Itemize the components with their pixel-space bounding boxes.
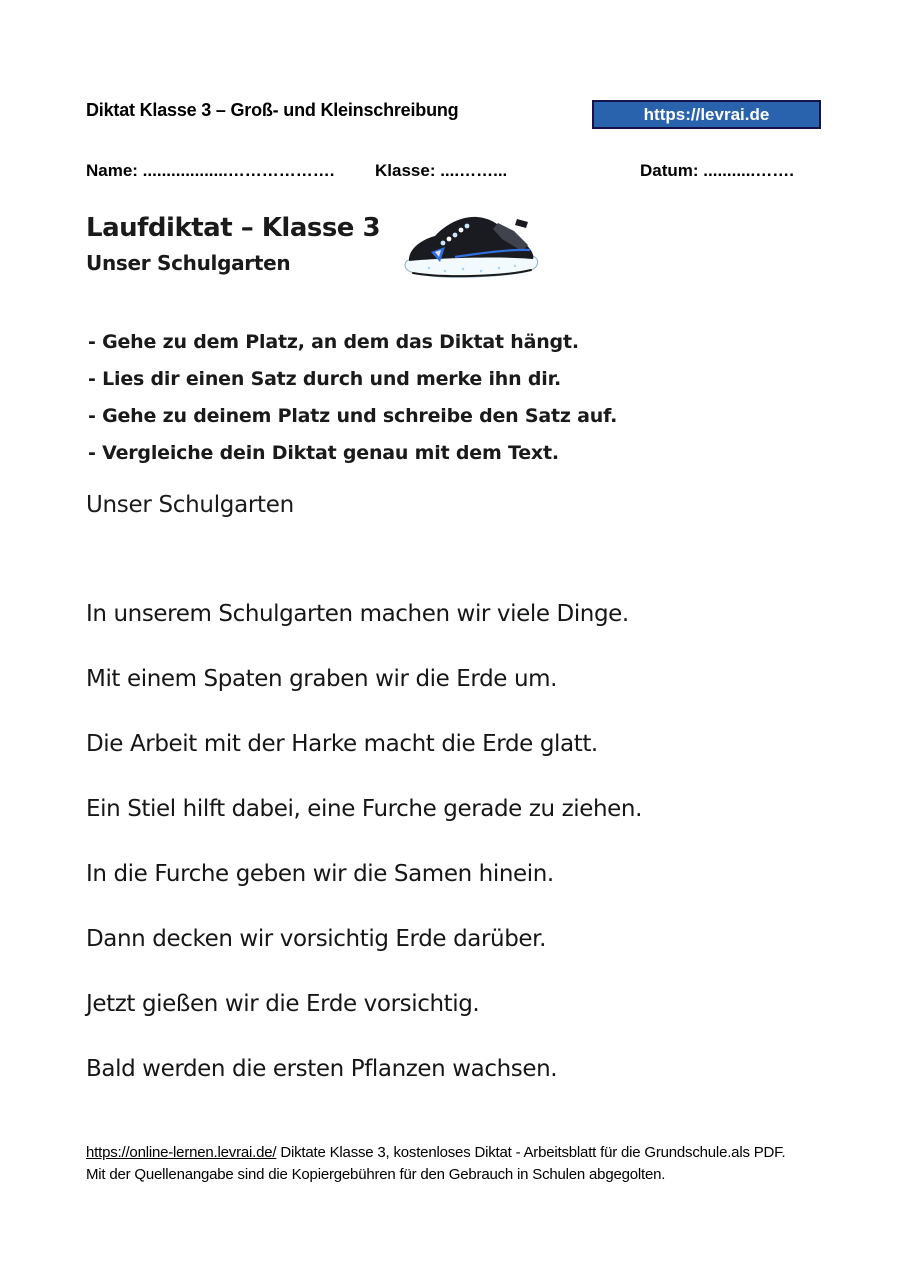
instruction-item: - Lies dir einen Satz durch und merke ihn dir. (88, 368, 562, 390)
klasse-field: Klasse: ....……... (375, 161, 508, 180)
dictation-title: Unser Schulgarten (86, 492, 294, 518)
dictation-sentence: Jetzt gießen wir die Erde vorsichtig. (86, 991, 480, 1017)
worksheet-subheading: Unser Schulgarten (86, 251, 291, 275)
page-title: Diktat Klasse 3 – Groß- und Kleinschreibung (86, 100, 459, 120)
dictation-sentences (86, 601, 642, 1121)
dictation-sentence: In unserem Schulgarten machen wir viele Dinge. (86, 601, 629, 627)
datum-field: Datum: ...........……. (640, 161, 794, 180)
instruction-list (88, 324, 617, 472)
instruction-item: - Vergleiche dein Diktat genau mit dem Text. (88, 442, 559, 464)
dictation-sentence: Bald werden die ersten Pflanzen wachsen. (86, 1056, 558, 1082)
footer-source-link[interactable]: https://online-lernen.levrai.de/ (86, 1144, 277, 1161)
instruction-item: - Gehe zu dem Platz, an dem das Diktat hängt. (88, 331, 579, 353)
instruction-item: - Gehe zu deinem Platz und schreibe den Satz auf. (88, 405, 618, 427)
url-badge[interactable]: https://levrai.de (592, 100, 821, 129)
footer-line-2: Mit der Quellenangabe sind die Kopiergebühren für den Gebrauch in Schulen abgegolten. (86, 1166, 666, 1183)
dictation-sentence: Dann decken wir vorsichtig Erde darüber. (86, 926, 547, 952)
dictation-sentence: Ein Stiel hilft dabei, eine Furche gerade zu ziehen. (86, 796, 643, 822)
dictation-sentence: Die Arbeit mit der Harke macht die Erde glatt. (86, 731, 598, 757)
footer (86, 1142, 846, 1186)
worksheet-heading: Laufdiktat – Klasse 3 (86, 213, 381, 243)
running-shoe-icon (401, 212, 543, 284)
footer-line-1 (86, 1142, 846, 1164)
dictation-sentence: Mit einem Spaten graben wir die Erde um. (86, 666, 558, 692)
footer-line-1-text: Diktate Klasse 3, kostenloses Diktat - Arbeitsblatt für die Grundschule.als PDF. (276, 1144, 786, 1161)
dictation-sentence: In die Furche geben wir die Samen hinein. (86, 861, 554, 887)
name-field: Name: ..................………………. (86, 161, 335, 180)
